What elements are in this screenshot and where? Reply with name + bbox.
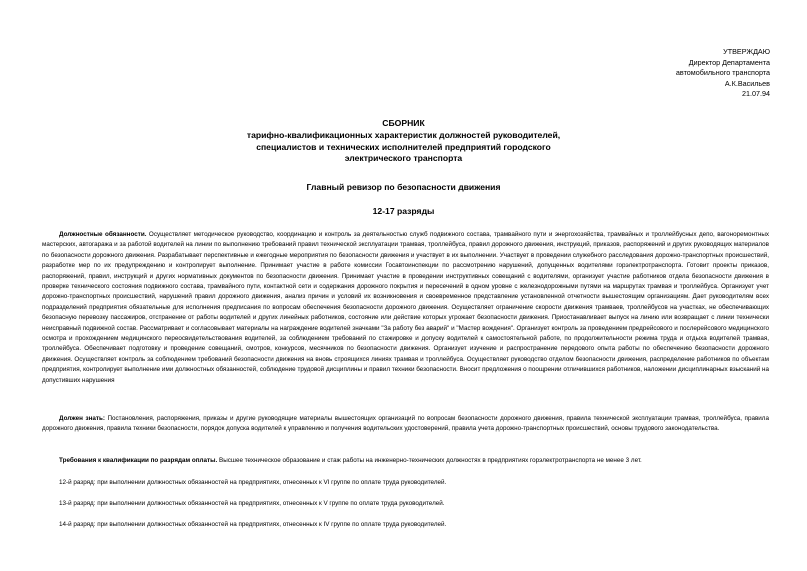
- grade-12-paragraph: [42, 478, 769, 488]
- duties-paragraph: [42, 230, 769, 386]
- must-know-paragraph: [42, 414, 769, 435]
- title-line-4: электрического транспорта: [344, 153, 463, 164]
- duties-text: Осуществляет методическое руководство, координацию и контроль за деятельностью служб подвижного состава, трамвайного пути и энергохозяйства, трамвайных и троллейбусных депо, вагоноремонтных мастерских, автогаража и за работой водителей на линии по выполнению требований правил технической эксплуатации трамвая, троллейбуса, правил дорожного движения, инструкций, приказов, распоряжений и других руководящих материалов по безопасности дорожного движения. Разрабатывает перспективные и ежегодные мероприятия по безопасности движения и участвует в их выполнении. Участвует в проведении служебного расследования дорожно-транспортных происшествий, разработке мер по их предупреждению и контролирует выполнение. Принимает участие в работе комиссии Госавтоинспекции по рассмотрению нарушений, допущенных водителями горэлектротранспорта. Готовит проекты приказов, распоряжений, правил, инструкций и других нормативных документов по безопасности движения. Принимает участие в проведении инструктивных совещаний с водителями, организует участие работников отдела безопасности движения в проверке технического состояния подвижного состава, трамвайного пути, контактной сети и содержания дорожного покрытия и пересечений в одном уровне с железнодорожными путями на маршрутах трамвая и троллейбуса. Организует учет дорожно-транспортных происшествий, нарушений правил дорожного движения, анализ причин и условий их возникновения и своевременное представление установленной отчетности вышестоящим организациям. Дает руководителям всех подразделений предприятия обязательные для исполнения предписания по вопросам обеспечения безопасности дорожного движения. Осуществляет ограничение скорости движения трамваев, троллейбусов на участках, не обеспечивающих безопасную перевозку пассажиров, отстранение от работы водителей и других линейных работников, состояние или действие которых угрожает безопасности движения. Приостанавливает выпуск на линию или возвращает с линии технически неисправный подвижной состав. Рассматривает и согласовывает материалы на награждение водителей значками "За работу без аварий" и "Мастер вождения". Организует контроль за проведением предрейсового и послерейсового медицинского осмотра и прохождением медицинского переосвидетельствования водителей, за соблюдением требований по стажировке и допуску водителей к самостоятельной работе, по продолжительности режима труда и отдыха водителей трамвая, троллейбуса. Обеспечивает подготовку и проведение совещаний, смотров, конкурсов, месячников по безопасности движения. Организует изучение и распространение передового опыта работы по обеспечению безопасности дорожного движения. Осуществляет контроль за соблюдением требований безопасности движения на вновь строящихся линиях трамвая и троллейбуса. Осуществляет руководство отделом безопасности движения, распределение работников по объектам предприятия, контролирует выполнение ими должностных обязанностей, соблюдение трудовой дисциплины и правил техники безопасности. Вносит предложения о поощрении отличившихся работников, наложении дисциплинарных взысканий на допустивших нарушения: [42, 231, 769, 384]
- requirements-text: Высшее техническое образование и стаж работы на инженерно-технических должностях в предприятиях горэлектротранспорта не менее 3 лет.: [217, 457, 642, 464]
- grade-13-paragraph: [42, 499, 769, 509]
- position-title: Главный ревизор по безопасности движения: [306, 182, 501, 192]
- document-title: [150, 118, 657, 165]
- grade-13-text: 13-й разряд: при выполнении должностных обязанностей на предприятиях, отнесенных к V группе по оплате труда руководителей.: [59, 500, 445, 507]
- grade-14-paragraph: [42, 520, 769, 530]
- title-line-2: тарифно-квалификационных характеристик должностей руководителей,: [246, 129, 561, 140]
- requirements-paragraph: [42, 456, 769, 466]
- grade-14-text: 14-й разряд: при выполнении должностных обязанностей на предприятиях, отнесенных к IV группе по оплате труда руководителей.: [59, 521, 447, 528]
- approval-block: [676, 47, 770, 100]
- approval-signatory: А.К.Васильев: [724, 78, 770, 88]
- title-line-1: СБОРНИК: [382, 118, 425, 128]
- grade-12-text: 12-й разряд: при выполнении должностных обязанностей на предприятиях, отнесенных к VI группе по оплате труда руководителей.: [59, 479, 447, 486]
- approval-department: автомобильного транспорта: [675, 68, 770, 77]
- must-know-text: Постановления, распоряжения, приказы и другие руководящие материалы вышестоящих организаций по вопросам безопасности дорожного движения, правила технической эксплуатации трамвая, троллейбуса, правила дорожного движения, правила техники безопасности, порядок допуска водителей к управлению и получения водительских удостоверений, правила учета дорожно-транспортных происшествий, основы трудового законодательства.: [42, 415, 769, 433]
- requirements-lead: Требования к квалификации по разрядам оплаты.: [59, 457, 218, 464]
- must-know-lead: Должен знать:: [59, 415, 105, 422]
- approval-date: 21.07.94: [742, 89, 770, 98]
- approval-position: Директор Департамента: [688, 57, 770, 67]
- duties-lead: Должностные обязанности.: [59, 231, 147, 238]
- approval-heading: УТВЕРЖДАЮ: [723, 47, 770, 56]
- grades-range: 12-17 разряды: [372, 206, 435, 216]
- title-line-3: специалистов и технических исполнителей предприятий городского: [256, 141, 551, 152]
